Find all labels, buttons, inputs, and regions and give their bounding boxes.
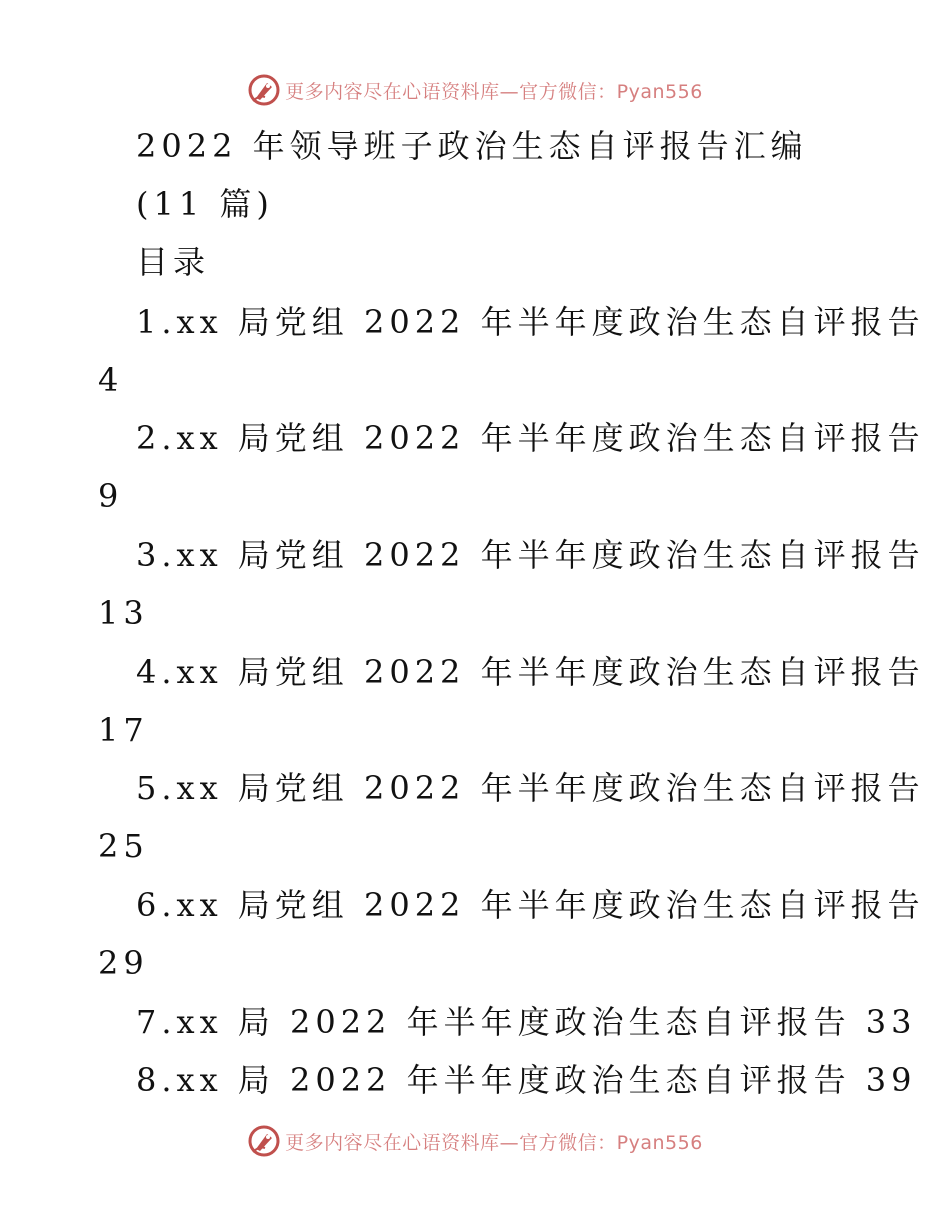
toc-entry-2-title: 2.xx 局党组 2022 年半年度政治生态自评报告 <box>136 419 925 457</box>
toc-entry-3-page: 13 <box>98 594 149 632</box>
watermark-text: 更多内容尽在心语资料库—官方微信：Pyan556 <box>285 1131 703 1154</box>
toc-heading: 目录 <box>136 243 211 281</box>
toc-entry-6-page: 29 <box>98 944 149 982</box>
toc-entry-4-title: 4.xx 局党组 2022 年半年度政治生态自评报告 <box>136 653 925 691</box>
toc-entry-1-title: 1.xx 局党组 2022 年半年度政治生态自评报告 <box>136 303 925 341</box>
toc-entry-6-title: 6.xx 局党组 2022 年半年度政治生态自评报告 <box>136 886 925 924</box>
pen-nib-icon <box>247 1124 281 1158</box>
toc-entry-8: 8.xx 局 2022 年半年度政治生态自评报告 39 <box>136 1061 917 1099</box>
footer-watermark <box>0 1121 950 1161</box>
toc-entry-5-title: 5.xx 局党组 2022 年半年度政治生态自评报告 <box>136 769 925 807</box>
document-title: 2022 年领导班子政治生态自评报告汇编 <box>136 127 808 165</box>
toc-entry-4-page: 17 <box>98 711 149 749</box>
watermark-text: 更多内容尽在心语资料库—官方微信：Pyan556 <box>285 80 703 103</box>
document-subtitle: (11 篇) <box>136 185 274 223</box>
pen-nib-icon <box>247 73 281 107</box>
toc-entry-2-page: 9 <box>98 477 124 515</box>
toc-entry-1-page: 4 <box>98 361 124 399</box>
header-watermark <box>0 70 950 110</box>
toc-entry-3-title: 3.xx 局党组 2022 年半年度政治生态自评报告 <box>136 536 925 574</box>
toc-entry-7: 7.xx 局 2022 年半年度政治生态自评报告 33 <box>136 1003 917 1041</box>
toc-entry-5-page: 25 <box>98 827 149 865</box>
